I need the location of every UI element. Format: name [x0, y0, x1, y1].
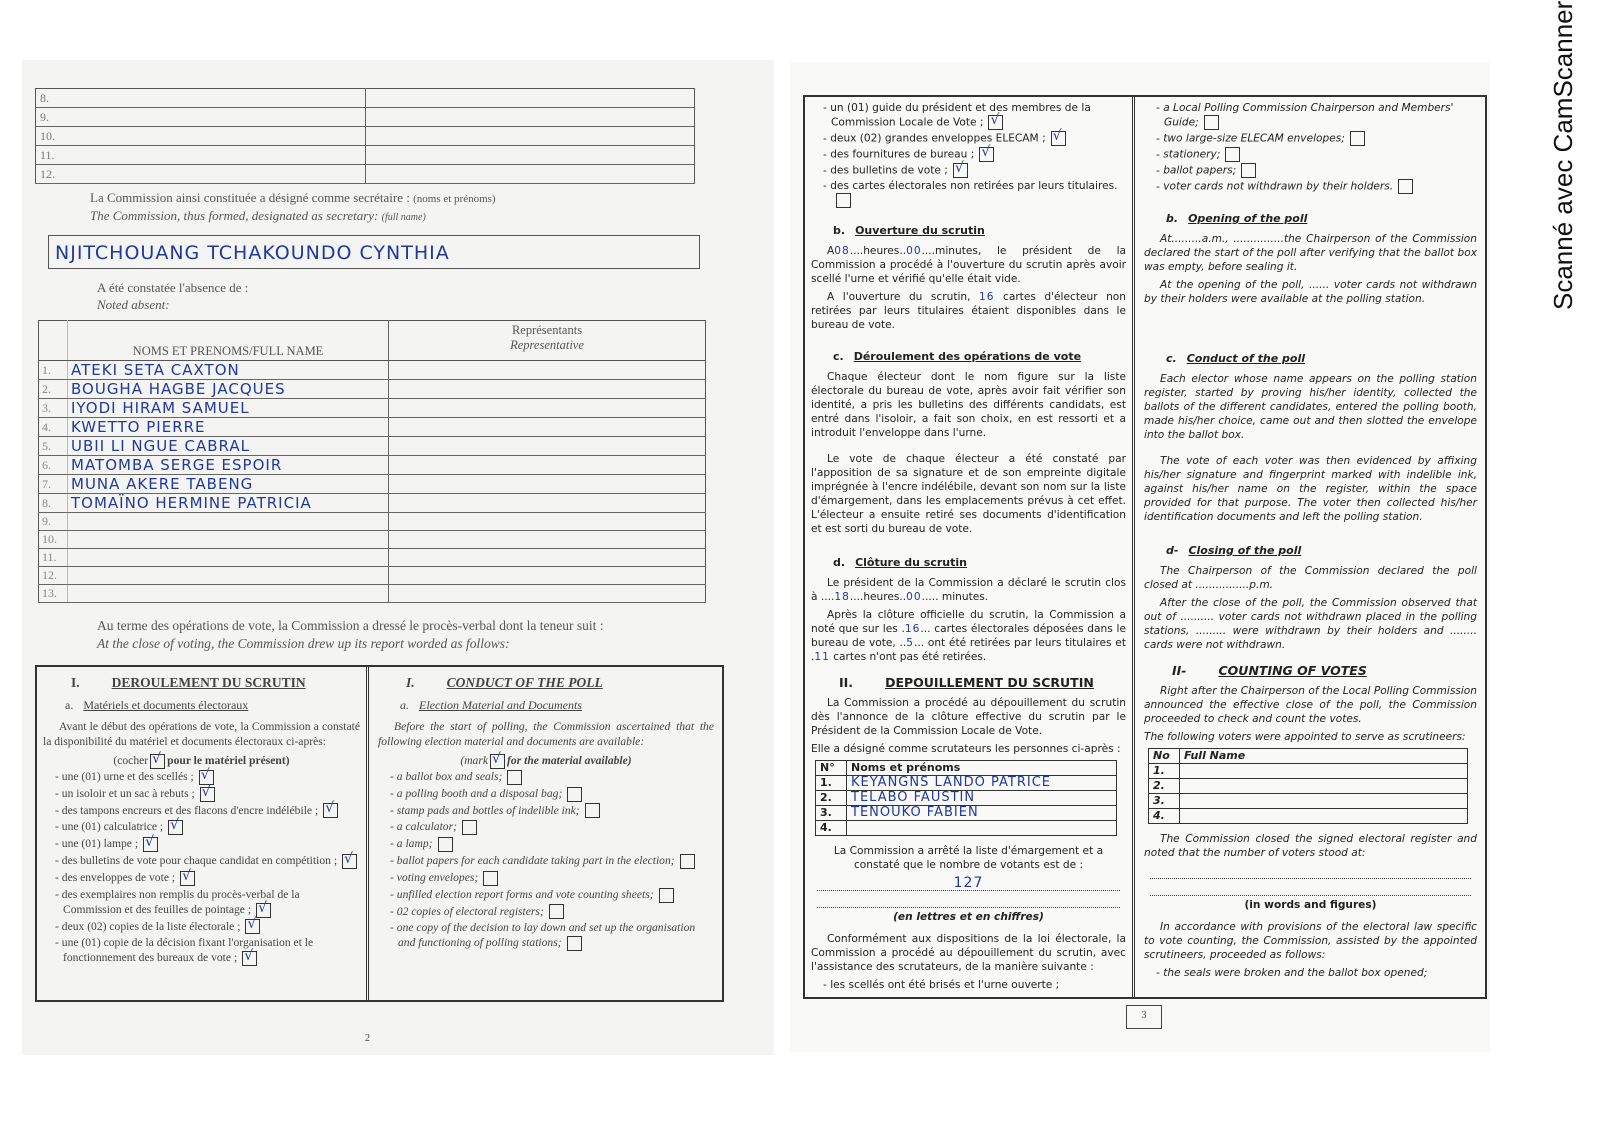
material-item: [55, 853, 360, 869]
material-label: deux (02) grandes enveloppes ELECAM ;: [830, 132, 1046, 145]
row-number: 8.: [39, 494, 68, 513]
material-item: [55, 836, 360, 852]
representative-cell: [389, 549, 706, 567]
header-representative: Représentants Representative: [389, 321, 706, 361]
row-number: 4.: [39, 418, 68, 437]
voters-count-line-2: [817, 893, 1120, 908]
section-i-box: [35, 665, 724, 1002]
absent-name: TOMAÏNO HERMINE PATRICIA: [68, 494, 389, 513]
material-item: [823, 147, 1126, 162]
absent-row: [39, 585, 706, 603]
voters-count-line: [817, 876, 1120, 891]
right-col-fr: [805, 97, 1135, 997]
table-row: [36, 146, 695, 165]
material-label: one copy of the decision to lay down and set up the organisation and functioning of polling stations;: [396, 921, 696, 950]
scrutineer-name: [1180, 779, 1468, 794]
material-item: [1156, 101, 1477, 130]
checkbox[interactable]: [245, 919, 260, 934]
material-label: 02 copies of electoral registers;: [396, 904, 544, 918]
material-item: [55, 803, 360, 819]
final-item-fr: - les scellés ont été brisés et l'urne ouverte ;: [823, 978, 1126, 992]
row-number: 3.: [39, 399, 68, 418]
scrutineers-intro-fr: Elle a désigné comme scrutateurs les personnes ci-après :: [811, 743, 1121, 755]
mark-instruction-fr: (cocher√ pour le matériel présent): [43, 753, 360, 769]
representative-cell: [389, 361, 706, 380]
material-label: une (01) urne et des scellés ;: [61, 769, 194, 783]
checkbox[interactable]: [200, 787, 215, 802]
table-row: [36, 108, 695, 127]
name-cell: [64, 165, 366, 184]
absent-name: MATOMBA SERGE ESPOIR: [68, 456, 389, 475]
material-label: des bulletins de vote pour chaque candidat en compétition ;: [61, 854, 338, 868]
secretary-name-box: [48, 235, 700, 269]
material-item: [390, 920, 714, 951]
conduct-title-en: c. Conduct of the poll: [1166, 352, 1306, 365]
material-label: unfilled election report forms and vote counting sheets;: [396, 887, 654, 901]
checkbox[interactable]: [988, 115, 1003, 130]
material-item: [390, 904, 714, 920]
absent-row: [39, 361, 706, 380]
table-row: [36, 127, 695, 146]
absent-row: [39, 475, 706, 494]
material-item: [390, 887, 714, 903]
representative-cell: [389, 475, 706, 494]
checkbox[interactable]: [953, 163, 968, 178]
checkbox[interactable]: [567, 787, 582, 802]
opening-title-en: b. Opening of the poll: [1166, 212, 1308, 225]
row-number: 3.: [1149, 794, 1180, 809]
right-col-en: [1138, 97, 1483, 997]
row-number: 1.: [39, 361, 68, 380]
material-item: [55, 870, 360, 886]
final-item-en: - the seals were broken and the ballot box opened;: [1156, 966, 1477, 980]
absent-name: BOUGHA HAGBE JACQUES: [68, 380, 389, 399]
absent-row: [39, 399, 706, 418]
absent-name: [68, 549, 389, 567]
representative-cell: [366, 165, 695, 184]
conduct-text-en-1: Each elector whose name appears on the polling station register, started by proving his/her identity, collected the ballots of the different candidates, entered the polling booth, made his/her choice, came out and then slotted the envelope into the ballot box.: [1144, 373, 1477, 441]
section-title-en: I. CONDUCT OF THE POLL: [406, 675, 603, 690]
material-label: voting envelopes;: [396, 870, 479, 884]
table-row: [36, 165, 695, 184]
name-cell: [64, 108, 366, 127]
material-item: [390, 786, 714, 802]
material-item: [390, 819, 714, 835]
closing-time-fr: Le président de la Commission a déclaré le scrutin clos à ....18....heures..00..... minutes.: [811, 577, 1126, 603]
scrutineers-table-en: [1148, 748, 1468, 824]
final-text-fr: Conformément aux dispositions de la loi électorale, la Commission a procédé au dépouillement du scrutin, avec l'assistance des scrutateurs, de la manière suivante :: [811, 933, 1126, 973]
material-item: [390, 836, 714, 852]
row-number: 8.: [36, 89, 65, 108]
secretary-name: NJITCHOUANG TCHAKOUNDO CYNTHIA: [55, 242, 450, 264]
scrutineers-table-fr: [815, 760, 1117, 836]
representative-cell: [366, 127, 695, 146]
scrutineer-row: [816, 821, 1117, 836]
opening-cards-fr: A l'ouverture du scrutin, 16 cartes d'électeur non retirées par leurs titulaires étaient disponibles dans le bureau de vote.: [811, 291, 1126, 331]
checkbox[interactable]: [256, 903, 271, 918]
material-item: [390, 769, 714, 785]
checkbox[interactable]: [585, 803, 600, 818]
row-number: 10.: [39, 531, 68, 549]
material-label: des cartes électorales non retirées par leurs titulaires.: [830, 180, 1118, 192]
material-item: [55, 786, 360, 802]
checkbox[interactable]: [836, 193, 851, 208]
conduct-text-fr-1: Chaque électeur dont le nom figure sur la liste électorale du bureau de vote, après avoir fait vérifier son identité, a pris les bulletins des différents candidats, est entré dans l'isoloir, a fait son choix, en est ressorti et a introduit l'enveloppe dans l'urne.: [811, 371, 1126, 439]
absent-name: KWETTO PIERRE: [68, 418, 389, 437]
checkbox[interactable]: [680, 854, 695, 869]
closing-time-en: The Chairperson of the Commission declared the poll closed at ................p.m.: [1144, 565, 1477, 591]
checkbox[interactable]: [549, 904, 564, 919]
material-label: une (01) calculatrice ;: [61, 820, 164, 834]
right-page-box: [803, 95, 1487, 999]
checkbox[interactable]: [979, 147, 994, 162]
checkbox[interactable]: [507, 770, 522, 785]
checkbox[interactable]: [342, 854, 357, 869]
row-number: 2.: [1149, 779, 1180, 794]
absent-row: [39, 380, 706, 399]
material-label: stationery;: [1163, 148, 1221, 161]
material-item: [823, 131, 1126, 146]
representative-cell: [366, 146, 695, 165]
material-item: [55, 919, 360, 935]
subsection-title-fr: a. Matériels et documents électoraux: [65, 698, 249, 712]
material-list-en: [378, 769, 714, 951]
representative-cell: [389, 437, 706, 456]
checkbox[interactable]: [168, 820, 183, 835]
absent-row: [39, 513, 706, 531]
absent-row: [39, 567, 706, 585]
voters-note-fr: (en lettres et en chiffres): [893, 911, 1044, 923]
checkbox[interactable]: [323, 803, 338, 818]
representative-cell: [389, 399, 706, 418]
scrutineer-row: [816, 776, 1117, 791]
material-label: une (01) lampe ;: [61, 837, 139, 851]
header-name: Noms et prénoms: [847, 761, 1117, 776]
closing-text-fr: Au terme des opérations de vote, la Commission a dressé le procès-verbal dont la teneur suit :: [97, 618, 604, 633]
row-number: 2.: [39, 380, 68, 399]
absent-row: [39, 437, 706, 456]
header-name: Full Name: [1180, 749, 1468, 764]
scrutineers-intro-en: The following voters were appointed to serve as scrutineers:: [1144, 731, 1466, 743]
checkbox[interactable]: [567, 936, 582, 951]
absent-name: IYODI HIRAM SAMUEL: [68, 399, 389, 418]
checkbox[interactable]: [659, 888, 674, 903]
absent-label-fr: A été constatée l'absence de :: [97, 280, 249, 295]
intro-en: Before the start of polling, the Commission ascertained that the following election material and documents are available:: [378, 720, 714, 748]
material-label: a lamp;: [396, 837, 433, 851]
representative-cell: [366, 108, 695, 127]
checkbox[interactable]: [1350, 131, 1365, 146]
absent-name: [68, 531, 389, 549]
material-label: voter cards not withdrawn by their holders.: [1163, 180, 1394, 193]
absent-table: [38, 320, 706, 603]
row-number: 11.: [39, 549, 68, 567]
section-i-fr: [37, 667, 369, 1000]
material-list-fr: [43, 769, 360, 966]
material-label: des fournitures de bureau ;: [830, 148, 975, 161]
conduct-text-en-2: The vote of each voter was then evidenced by affixing his/her signature and fingerprint marked with indelible ink, against his/her name on the register, within the space provided for that purpose. The voter then collected his/her identification documents and left the polling station.: [1144, 455, 1477, 523]
header-full-name: NOMS ET PRENOMS/FULL NAME: [68, 321, 389, 361]
scrutineer-name: [1180, 794, 1468, 809]
material-label: un (01) guide du président et des membres de la Commission Locale de Vote ;: [830, 102, 1091, 129]
voters-count: 127: [953, 875, 984, 891]
scrutineer-name: TELABO FAUSTIN: [847, 791, 1117, 806]
name-cell: [64, 146, 366, 165]
camscanner-watermark: Scanné avec CamScanner: [1548, 0, 1578, 310]
material-label: a Local Polling Commission Chairperson and Members' Guide;: [1163, 102, 1454, 129]
row-number: 3.: [816, 806, 847, 821]
voters-line-en: [1150, 864, 1471, 879]
row-number: 5.: [39, 437, 68, 456]
row-number: 13.: [39, 585, 68, 603]
row-number: 12.: [36, 165, 65, 184]
absent-name: [68, 513, 389, 531]
row-number: 9.: [36, 108, 65, 127]
representative-cell: [389, 513, 706, 531]
checkbox[interactable]: [180, 871, 195, 886]
material-label: des exemplaires non remplis du procès-verbal de la Commission et des feuilles de pointage ;: [61, 887, 300, 916]
counting-title-fr: II. DEPOUILLEMENT DU SCRUTIN: [839, 675, 1094, 690]
representative-cell: [389, 567, 706, 585]
subsection-title-en: a. Election Material and Documents: [400, 698, 582, 712]
checkbox[interactable]: [143, 837, 158, 852]
row-number: 11.: [36, 146, 65, 165]
absent-table-header: [39, 321, 706, 361]
absent-name: MUNA AKERE TABENG: [68, 475, 389, 494]
header-no: N°: [816, 761, 847, 776]
material-label: ballot papers;: [1163, 164, 1237, 177]
material-label: a ballot box and seals;: [396, 769, 503, 783]
row-number: 1.: [816, 776, 847, 791]
representative-cell: [389, 456, 706, 475]
representative-cell: [389, 585, 706, 603]
secretary-label-fr: La Commission ainsi constituée a désigné comme secrétaire : (noms et prénoms): [90, 190, 496, 205]
material-label: stamp pads and bottles of indelible ink;: [396, 803, 580, 817]
scrutineer-row: [1149, 794, 1468, 809]
closing-title-fr: d. Clôture du scrutin: [833, 556, 967, 569]
table-row: [36, 89, 695, 108]
opening-cards-en: At the opening of the poll, ...... voter cards not withdrawn by their holders were available at the polling station.: [1144, 279, 1477, 305]
material-label: two large-size ELECAM envelopes;: [1163, 132, 1345, 145]
checkbox[interactable]: [199, 770, 214, 785]
voters-line-en-2: [1150, 881, 1471, 896]
intro-fr: Avant le début des opérations de vote, la Commission a constaté la disponibilité du matériel et documents électoraux ci-après:: [43, 720, 360, 748]
material-label: des tampons encreurs et des flacons d'encre indélébile ;: [61, 803, 319, 817]
material-label: des enveloppes de vote ;: [61, 870, 176, 884]
final-text-en: In accordance with provisions of the electoral law specific to vote counting, the Commission, assisted by the appointed scrutineers, proceeded as follows:: [1144, 921, 1477, 961]
name-cell: [64, 89, 366, 108]
representative-cell: [389, 380, 706, 399]
secretary-label-en: The Commission, thus formed, designated as secretary: (full name): [90, 208, 426, 223]
checkbox[interactable]: [1241, 163, 1256, 178]
row-number: 1.: [1149, 764, 1180, 779]
checkbox[interactable]: [1204, 115, 1219, 130]
closing-cards-en: After the close of the poll, the Commission observed that out of .......... voter cards not withdrawn placed in the polling stations, ......... were withdrawn by their holders and ........ cards were not withdrawn.: [1144, 597, 1477, 651]
closing-title-en: d- Closing of the poll: [1166, 544, 1302, 557]
opening-text-fr: A08....heures..00....minutes, le président de la Commission a procédé à l'ouverture du scrutin après avoir scellé l'urne et vérifié qu'elle était vide.: [811, 245, 1126, 285]
absent-label-en: Noted absent:: [97, 297, 170, 312]
section-i-en: [372, 667, 720, 1000]
absent-row: [39, 494, 706, 513]
scrutineer-name: [1180, 764, 1468, 779]
checkbox[interactable]: [1398, 179, 1413, 194]
material-item: [55, 887, 360, 918]
voters-note-en: (in words and figures): [1244, 899, 1377, 911]
material-item: [390, 870, 714, 886]
material-label: a calculator;: [396, 820, 457, 834]
material-item: [1156, 163, 1477, 178]
scrutineer-name: KEYANGNS LANDO PATRICE: [847, 776, 1117, 791]
material-label: des bulletins de vote ;: [830, 164, 948, 177]
closing-cards-fr: Après la clôture officielle du scrutin, la Commission a noté que sur les .16... cartes électorales déposées dans le bureau de vote, ..5... ont été retirées par leurs titulaires et .11 cartes n'ont pas été retirées.: [811, 609, 1126, 663]
scrutineer-row: [816, 806, 1117, 821]
absent-row: [39, 456, 706, 475]
mark-instruction-en: (mark√ for the material available): [378, 753, 714, 769]
counting-text-fr: La Commission a procédé au dépouillement du scrutin dès l'annonce de la clôture effective du scrutin par le Président de la Commission Locale de Vote.: [811, 697, 1126, 737]
scrutineer-name: [847, 821, 1117, 836]
material-item: [823, 179, 1126, 208]
material-item: [823, 163, 1126, 178]
scrutineer-row: [1149, 809, 1468, 824]
scrutineer-name: [1180, 809, 1468, 824]
material-label: deux (02) copies de la liste électorale ;: [61, 919, 241, 933]
material-list-en-continued: [1144, 101, 1477, 194]
absent-name: ATEKI SETA CAXTON: [68, 361, 389, 380]
material-item: [1156, 147, 1477, 162]
checkbox[interactable]: [1225, 147, 1240, 162]
voters-text-fr: La Commission a arrêté la liste d'émargement et a constaté que le nombre de votants est de :: [833, 845, 1104, 871]
counting-text-en: Right after the Chairperson of the Local Polling Commission announced the effective close of the poll, the Commission proceeded to check and count the votes.: [1144, 685, 1477, 725]
material-label: une (01) copie de la décision fixant l'organisation et le fonctionnement des bureaux de vote ;: [61, 936, 314, 965]
scrutineer-name: TENOUKO FABIEN: [847, 806, 1117, 821]
absent-name: [68, 567, 389, 585]
absent-name: UBII LI NGUE CABRAL: [68, 437, 389, 456]
material-item: [823, 101, 1126, 130]
section-title-fr: I. DEROULEMENT DU SCRUTIN: [71, 675, 306, 690]
checkbox[interactable]: [483, 871, 498, 886]
material-label: ballot papers for each candidate taking part in the election;: [396, 854, 675, 868]
conduct-text-fr-2: Le vote de chaque électeur a été constaté par l'apposition de sa signature et de son empreinte digitale imprégnée à l'encre indélébile, devant son nom sur la liste d'émargement, dans les emplacements prévus à cet effet. L'électeur a ensuite retiré ses documents d'identification et est sorti du bureau de vote.: [811, 453, 1126, 535]
row-number: 9.: [39, 513, 68, 531]
opening-title-fr: b. Ouverture du scrutin: [833, 224, 985, 237]
closing-text-en: At the close of voting, the Commission drew up its report worded as follows:: [97, 636, 510, 651]
row-number: 4.: [816, 821, 847, 836]
counting-title-en: II- COUNTING OF VOTES: [1172, 663, 1367, 678]
absent-row: [39, 418, 706, 437]
checkbox[interactable]: [438, 837, 453, 852]
row-number: 12.: [39, 567, 68, 585]
scrutineer-row: [1149, 764, 1468, 779]
absent-row: [39, 549, 706, 567]
material-item: [1156, 179, 1477, 194]
material-label: un isoloir et un sac à rebuts ;: [61, 786, 195, 800]
checkbox[interactable]: [1051, 131, 1066, 146]
absent-row: [39, 531, 706, 549]
material-item: [390, 803, 714, 819]
scrutineer-row: [816, 791, 1117, 806]
row-number: 2.: [816, 791, 847, 806]
members-table-continued: [35, 88, 695, 184]
row-number: 10.: [36, 127, 65, 146]
material-list-fr-continued: [811, 101, 1126, 208]
material-item: [55, 819, 360, 835]
conduct-title-fr: c. Déroulement des opérations de vote: [833, 350, 1082, 363]
row-number: 7.: [39, 475, 68, 494]
page-number-right: 3: [1126, 1005, 1162, 1029]
representative-cell: [366, 89, 695, 108]
page-number-left: 2: [365, 1033, 370, 1044]
row-number: 6.: [39, 456, 68, 475]
header-no: No: [1149, 749, 1180, 764]
absent-name: [68, 585, 389, 603]
material-item: [1156, 131, 1477, 146]
voters-text-en: The Commission closed the signed electoral register and noted that the number of voters stood at:: [1144, 833, 1477, 859]
material-item: [55, 769, 360, 785]
representative-cell: [389, 494, 706, 513]
representative-cell: [389, 531, 706, 549]
name-cell: [64, 127, 366, 146]
representative-cell: [389, 418, 706, 437]
scrutineer-row: [1149, 779, 1468, 794]
material-item: [390, 853, 714, 869]
opening-text-en: At.........a.m., ...............the Chairperson of the Commission declared the start of the poll after verifying that the ballot box was empty, before sealing it.: [1144, 233, 1477, 273]
row-number: 4.: [1149, 809, 1180, 824]
checkbox[interactable]: [242, 951, 257, 966]
checkbox[interactable]: [462, 820, 477, 835]
material-label: a polling booth and a disposal bag;: [396, 786, 563, 800]
material-item: [55, 935, 360, 966]
